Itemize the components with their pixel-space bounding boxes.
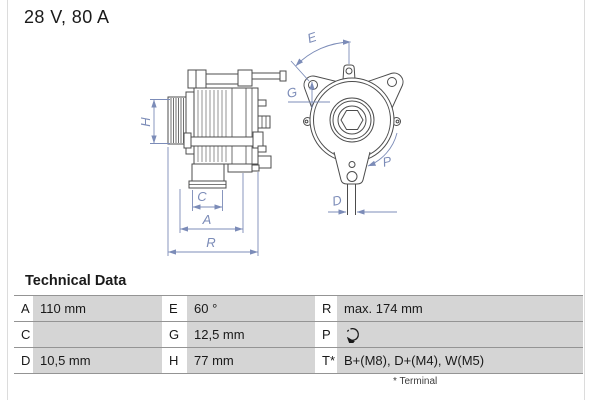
table-key-p: P xyxy=(315,322,337,347)
table-row xyxy=(14,348,583,374)
rotation-ccw-icon xyxy=(344,326,361,343)
terminal-stud xyxy=(258,100,266,106)
table-key-g: G xyxy=(162,322,187,347)
terminal-footnote: * Terminal xyxy=(393,376,438,387)
shaft xyxy=(348,184,356,215)
table-key-c: C xyxy=(14,322,33,347)
table-value-p xyxy=(337,322,583,347)
table-value-c xyxy=(33,322,162,347)
technical-data-title: Technical Data xyxy=(25,273,127,289)
dim-label-g: G xyxy=(285,84,299,101)
dim-label-c: C xyxy=(197,189,207,204)
table-key-h: H xyxy=(162,348,187,373)
table-value-r: max. 174 mm xyxy=(337,296,583,321)
mounting-foot xyxy=(192,164,224,181)
table-key-r: R xyxy=(315,296,337,321)
table-value-g: 12,5 mm xyxy=(187,322,315,347)
table-key-t: T* xyxy=(315,348,337,373)
terminal-stud xyxy=(258,116,270,128)
table-value-a: 110 mm xyxy=(33,296,162,321)
dim-label-d: D xyxy=(330,192,344,209)
side-view-outline xyxy=(168,70,286,188)
page-title: 28 V, 80 A xyxy=(24,7,110,27)
dim-label-p: P xyxy=(381,153,393,170)
table-value-e: 60 ° xyxy=(187,296,315,321)
table-key-d: D xyxy=(14,348,33,373)
table-key-e: E xyxy=(162,296,187,321)
dim-label-a: A xyxy=(202,212,212,227)
dim-label-h: H xyxy=(138,117,153,127)
technical-data-table xyxy=(14,295,583,374)
table-key-a: A xyxy=(14,296,33,321)
table-row xyxy=(14,296,583,322)
table-row xyxy=(14,322,583,348)
dim-label-r: R xyxy=(206,235,216,250)
table-value-t: B+(M8), D+(M4), W(M5) xyxy=(337,348,583,373)
dim-label-e: E xyxy=(305,29,319,46)
table-value-d: 10,5 mm xyxy=(33,348,162,373)
front-view-outline xyxy=(304,65,404,215)
table-value-h: 77 mm xyxy=(187,348,315,373)
alternator-face xyxy=(310,78,394,162)
